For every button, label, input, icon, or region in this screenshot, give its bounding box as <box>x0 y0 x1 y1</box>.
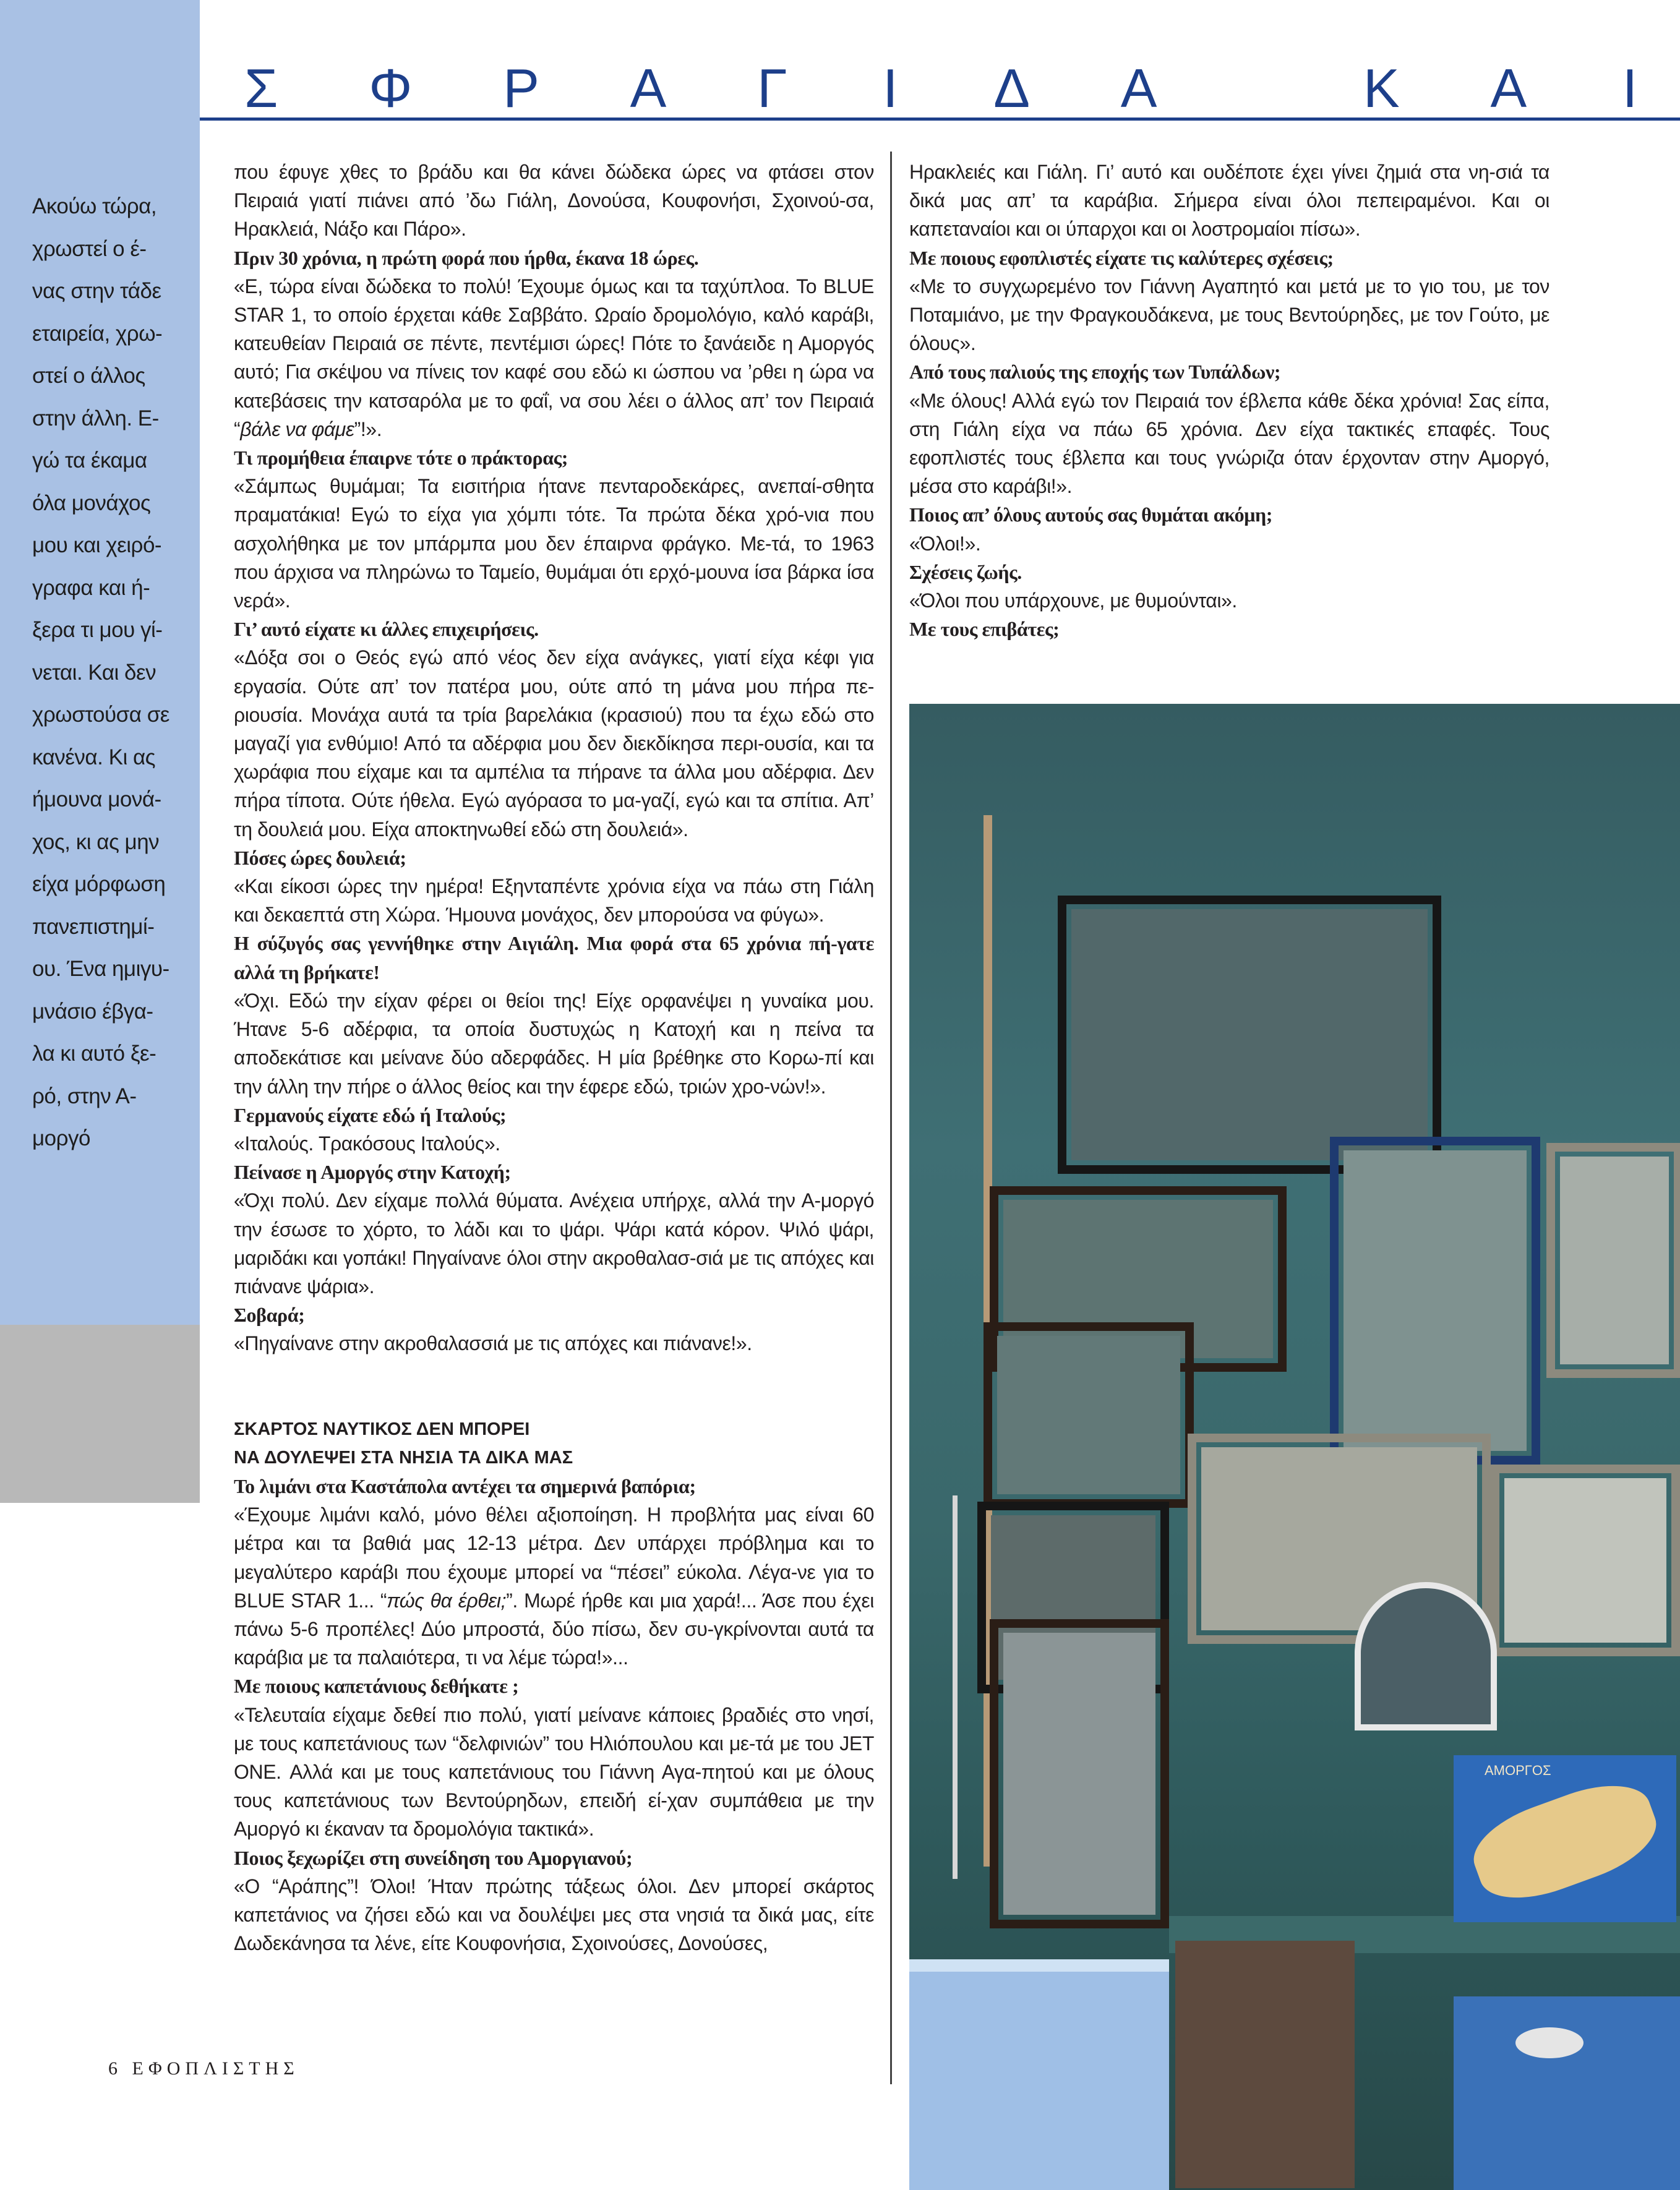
quote-line: όλα μονάχος <box>32 490 151 515</box>
quote-line: νεται. Και δεν <box>32 660 156 685</box>
paragraph: που έφυγε χθες το βράδυ και θα κάνει δώδεκα ώρες να φτάσει στον Πειραιά γιατί πιάνει από ’δω Γιάλη, Δονούσα, Κουφονήσι, Σχοινού-σα, Ηρακλειά, Νάξο και Πάρο». <box>234 161 874 241</box>
question: Ποιος απ’ όλους αυτούς σας θυμάται ακόμη; <box>909 503 1273 526</box>
paragraph: «Όλοι!». <box>909 532 981 555</box>
paragraph: «Με το συγχωρεμένο τον Γιάννη Αγαπητό και μετά με το γιο του, με τον Ποταμιάνο, με την Φραγκουδάκενα, με τους Βεντούρηδες, με τον Γούτο, με όλους». <box>909 275 1549 355</box>
amorgos-map-sign <box>1454 1755 1676 1922</box>
banner-title <box>244 58 1642 120</box>
paragraph: «Δόξα σοι ο Θεός εγώ από νέος δεν είχα ανάγκες, γιατί είχα κέφι για εργασία. Ούτε απ’ τον πατέρα μου, ούτε από τη μάνα μου πήρα πε-ριουσία. Μονάχα αυτά τα τρία βαρελάκια (κρασιού) που τα έχω εδώ στο μαγαζί για ενθύμιο! Από τα αδέρφια μου δεν διεκδίκησα περι-ουσία, και τα χωράφια που είχαμε και τα αμπέλια τα πήρανε τα άλλα μου αδέρφια. Δεν πήρα τίποτα. Ούτε ήθελα. Εγώ αγόρασα το μα-γαζί, εγώ και τα σπίτια. Απ’ τη δουλειά μου. Είχα αποκτηνωθεί εδώ στη δουλειά». <box>234 646 874 840</box>
question: Σχέσεις ζωής. <box>909 560 1022 583</box>
quote-line: στην άλλη. Ε- <box>32 406 159 430</box>
photo-ashtray <box>1515 2027 1584 2058</box>
banner-letter: Ι <box>883 58 898 119</box>
paragraph: «Και είκοσι ώρες την ημέρα! Εξηνταπέντε χρόνια είχα να πάω στη Γιάλη και δεκαεπτά στη Χώρα. Ήμουνα μονάχος, δεν μπορούσα να φύγω». <box>234 875 874 926</box>
quote-line: λα κι αυτό ξε- <box>32 1042 156 1066</box>
picture-frame <box>990 1619 1169 1928</box>
quote-line: μοργό <box>32 1126 91 1150</box>
question: Η σύζυγός σας γεννήθηκε στην Αιγιάλη. Μια φορά στα 65 χρόνια πή-γατε αλλά τη βρήκατε! <box>234 932 874 983</box>
photo-chair <box>1175 1941 1355 2188</box>
photo-table <box>1454 1996 1680 2190</box>
question: Τι προμήθεια έπαιρνε τότε ο πράκτορας; <box>234 447 568 469</box>
banner-letter: Ι <box>1622 58 1638 119</box>
magazine-name: ΕΦΟΠΛΙΣΤΗΣ <box>132 2058 299 2079</box>
banner-letter: Ρ <box>503 58 539 119</box>
quote-line: ου. Ένα ημιγυ- <box>32 957 169 981</box>
quote-line: ρό, στην Α- <box>32 1084 137 1108</box>
question: Ποιος ξεχωρίζει στη συνείδηση του Αμοργιανού; <box>234 1846 633 1869</box>
quote-line: στεί ο άλλος <box>32 364 145 388</box>
quote-line: χρωστούσα σε <box>32 703 169 727</box>
section-heading: ΣΚΑΡΤΟΣ ΝΑΥΤΙΚΟΣ ΔΕΝ ΜΠΟΡΕΙ <box>234 1419 530 1439</box>
paragraph: «Ε, τώρα είναι δώδεκα το πολύ! Έχουμε όμως και τα ταχύπλοα. Το BLUE STAR 1, το οποίο έρχεται κάθε Σαββάτο. Ωραίο δρομολόγιο, καλό καράβι, κατευθείαν Πειραιά σε πέντε, πεντέμισι ώρες! Πότε το ξανάειδε η Αμοργός αυτό; Για σκέψου να πίνεις τον καφέ σου εδώ κι ώσπου να ’ρθει η ώρα να κατεβάσεις την κατσαρόλα με το φαΐ, να σου λέει ο άλλος απ’ τον Πειραιά “βάλε να φάμε”!». <box>234 275 874 440</box>
quote-line: νας στην τάδε <box>32 279 161 303</box>
paragraph: «Όχι. Εδώ την είχαν φέρει οι θείοι της! Είχε ορφανέψει η γυναίκα μου. Ήτανε 5-6 αδέρφια, τα οποία δυστυχώς η Κατοχή και η πείνα τα αποδεκάτισε και μείνανε δύο αδερφάδες. Η μία βρέθηκε στο Κορω-πί και την άλλη την πήρε ο άλλος θείος και την έφερε εδώ, τριών χρο-νών!». <box>234 989 874 1098</box>
paragraph: «Ιταλούς. Τρακόσους Ιταλούς». <box>234 1132 500 1155</box>
paragraph: «Έχουμε λιμάνι καλό, μόνο θέλει αξιοποίηση. Η προβλήτα μας είναι 60 μέτρα και τα βαθιά μας 12-13 μέτρα. Δεν υπάρχει πρόβλημα και το μεγαλύτερο καράβι που έχουμε μπορεί να “πέσει” εύκολα. Λέγα-νε για το BLUE STAR 1... “πώς θα έρθει;”. Μωρέ ήρθε και μια χαρά!... Άσε που έχει πάνω 5-6 προπέλες! Δύο μπροστά, δύο πίσω, δεν συ-γκρίνονται αυτά τα καράβια με τα παλαιότερα, τι να λέμε τώρα!»... <box>234 1503 874 1669</box>
banner-letter: Κ <box>1363 58 1400 119</box>
quote-line: ξερα τι μου γί- <box>32 618 163 642</box>
question: Το λιμάνι στα Καστάπολα αντέχει τα σημερινά βαπόρια; <box>234 1474 696 1497</box>
quote-line: χρωστεί ο έ- <box>32 236 147 261</box>
banner-letter: Δ <box>993 58 1030 119</box>
quote-line: μου και χειρό- <box>32 533 162 557</box>
paragraph: «Τελευταία είχαμε δεθεί πιο πολύ, γιατί μείνανε κάποιες βραδιές στο νησί, με τους καπετάνιους των “δελφινιών” του Ηλιόπουλου και με-τά με του JET ONE. Αλλά και με τους καπετάνιους του Γιάννη Αγα-πητού και με όλους τους καπετάνιους των Βεντούρηδων, επειδή εί-χαν συμπάθεια με την Αμοργό κι έκαναν τα δρομολόγια τακτικά». <box>234 1703 874 1841</box>
paragraph: «Με όλους! Αλλά εγώ τον Πειραιά τον έβλεπα κάθε δέκα χρόνια! Σας είπα, στη Γιάλη είχα να πάω 65 χρόνια. Δεν είχα τακτικές επαφές. Τους εφοπλιστές τους έβλεπα και τους γνώριζα όταν έρχονταν στην Αμοργό, μέσα στο καράβι!». <box>909 389 1549 498</box>
picture-frame <box>984 1322 1194 1508</box>
quote-line: χος, κι ας μην <box>32 829 160 854</box>
page-footer <box>108 2058 299 2079</box>
picture-frame <box>1491 1465 1680 1656</box>
question: Πριν 30 χρόνια, η πρώτη φορά που ήρθα, έκανα 18 ώρες. <box>234 246 699 269</box>
interior-photo <box>909 704 1680 2190</box>
paragraph: «Όλοι που υπάρχουνε, με θυμούνται». <box>909 589 1237 612</box>
paragraph: «Σάμπως θυμάμαι; Τα εισιτήρια ήτανε πενταροδεκάρες, ανεπαί-σθητα πραματάκια! Εγώ το είχα για χόμπι τότε. Τα πρώτα δέκα χρό-νια που ασχολήθηκα με τον μπάρμπα μου δεν έπαιρνα φράγκο. Με-τά, το 1963 που άρχισα να πληρώνω το Ταμείο, θυμάμαι ότι ερχό-μουνα ίσα βάρκα ίσα νερά». <box>234 475 874 612</box>
article-column-2 <box>909 158 1549 643</box>
quote-line: ήμουνα μονά- <box>32 787 161 811</box>
banner-letter: Γ <box>757 58 787 119</box>
section-heading: ΝΑ ΔΟΥΛΕΨΕΙ ΣΤΑ ΝΗΣΙΑ ΤΑ ΔΙΚΑ ΜΑΣ <box>234 1447 573 1468</box>
quote-line: εταιρεία, χρω- <box>32 321 163 346</box>
question: Σοβαρά; <box>234 1304 305 1327</box>
question: Γερμανούς είχατε εδώ ή Ιταλούς; <box>234 1103 507 1126</box>
sidebar-gray-block <box>0 1325 200 1503</box>
paragraph: «Πηγαίνανε στην ακροθαλασσιά με τις απόχες και πιάνανε!». <box>234 1332 752 1355</box>
quote-line: πανεπιστημί- <box>32 914 155 939</box>
quote-line: Ακούω τώρα, <box>32 194 157 218</box>
paragraph: «Όχι πολύ. Δεν είχαμε πολλά θύματα. Ανέχεια υπήρχε, αλλά την Α-μοργό την έσωσε το χόρτο, το λάδι και το ψάρι. Ψάρι κατά κόρον. Ψιλό ψάρι, μαριδάκι και γοπάκι! Πηγαίνανε όλοι στην ακροθαλασ-σιά με τις απόχες και πιάνανε ψάρια». <box>234 1189 874 1298</box>
paragraph: Ηρακλειές και Γιάλη. Γι’ αυτό και ουδέποτε έχει γίνει ζημιά στα νη-σιά τα δικά μας απ’ τα καράβια. Σήμερα είναι όλοι πεπειραμένοι. Και οι καπεταναίοι και οι ύπαρχοι και οι λοστρομαίοι πίσω». <box>909 161 1549 241</box>
banner-letter: Α <box>1120 58 1157 119</box>
quote-line: είχα μόρφωση <box>32 872 166 896</box>
question: Με ποιους καπετάνιους δεθήκατε ; <box>234 1675 519 1698</box>
pull-quote <box>32 186 187 1160</box>
photo-arch <box>1355 1582 1497 1730</box>
picture-frame <box>1546 1143 1680 1378</box>
article-column-1 <box>234 158 874 1957</box>
question: Πείνασε η Αμοργός στην Κατοχή; <box>234 1161 511 1184</box>
question: Με ποιους εφοπλιστές είχατε τις καλύτερες σχέσεις; <box>909 246 1334 269</box>
map-label: ΑΜΟΡΓΟΣ <box>1485 1763 1551 1778</box>
photo-cable <box>953 1495 958 1879</box>
paragraph: «Ο “Αράπης”! Όλοι! Ήταν πρώτης τάξεως όλοι. Δεν μπορεί σκάρτος καπετάνιος να ζήσει εδώ και να δουλέψει μες στα νησιά τα δικά μας, είτε Δωδεκάνησα τα λένε, είτε Κουφονήσια, Σχοινούσες, Δονούσες, <box>234 1875 874 1955</box>
banner <box>200 58 1680 121</box>
quote-line: γώ τα έκαμα <box>32 448 147 473</box>
column-divider <box>890 152 892 2084</box>
question: Με τους επιβάτες; <box>909 618 1060 641</box>
quote-line: γραφα και ή- <box>32 575 150 600</box>
banner-letter: Α <box>1490 58 1527 119</box>
quote-line: μνάσιο έβγα- <box>32 999 153 1024</box>
banner-letter: Α <box>630 58 667 119</box>
banner-letter: Σ <box>244 58 278 119</box>
photo-cabinet <box>909 1972 1169 2190</box>
quote-line: κανένα. Κι ας <box>32 745 156 769</box>
page-number: 6 <box>108 2058 122 2079</box>
banner-letter: Φ <box>369 58 413 119</box>
question: Από τους παλιούς της εποχής των Τυπάλδων; <box>909 361 1281 383</box>
picture-frame <box>1058 896 1441 1174</box>
question: Γι’ αυτό είχατε κι άλλες επιχειρήσεις. <box>234 618 539 641</box>
question: Πόσες ώρες δουλειά; <box>234 846 406 869</box>
picture-frame <box>1330 1137 1540 1465</box>
